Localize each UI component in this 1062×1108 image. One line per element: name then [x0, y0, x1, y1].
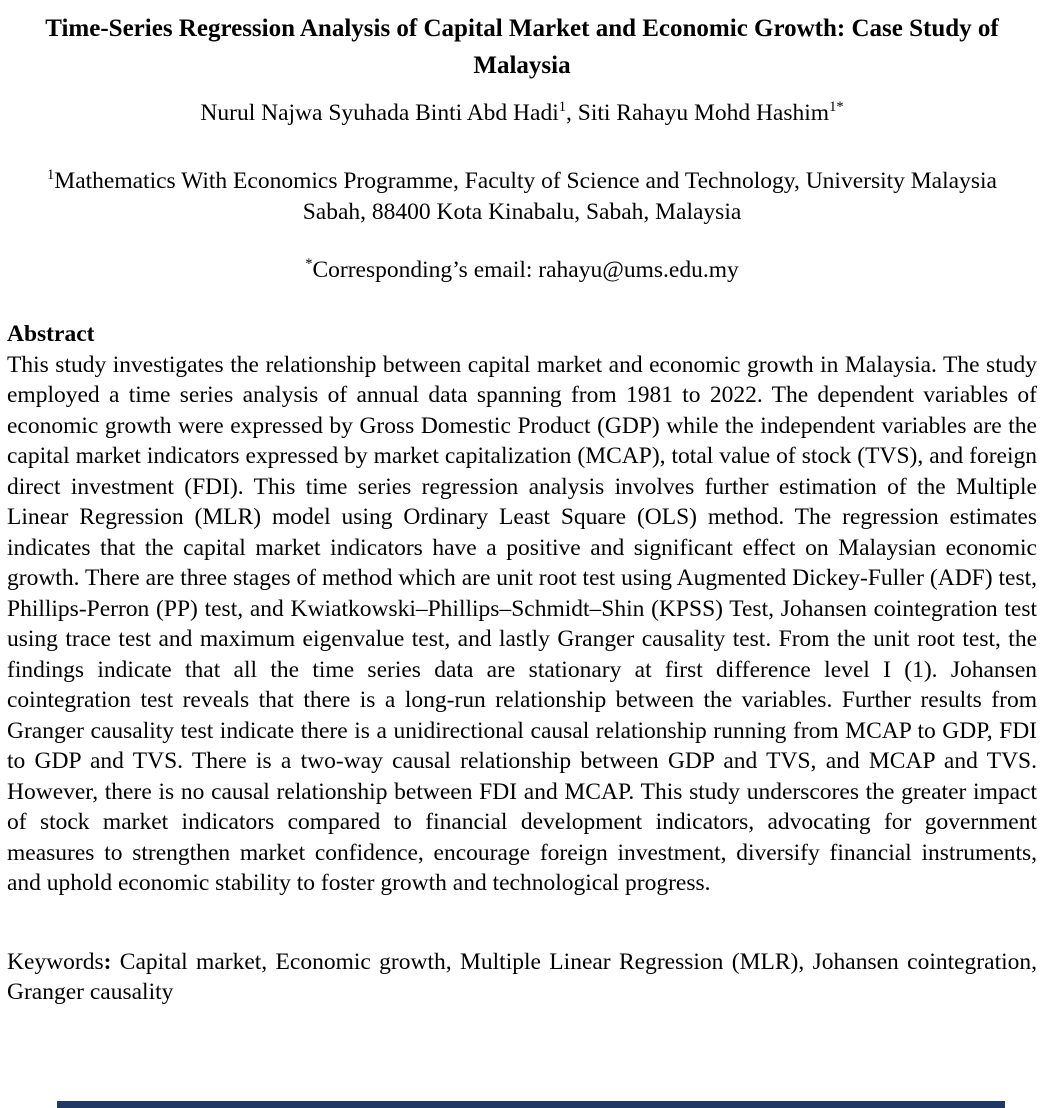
corresponding-superscript: *	[305, 256, 313, 273]
abstract-heading: Abstract	[7, 321, 95, 347]
author-2-name: Siti Rahayu Mohd Hashim	[577, 100, 830, 126]
bottom-divider-bar	[57, 1101, 1005, 1108]
author-2-affiliation-superscript: 1*	[829, 99, 844, 116]
keywords-line	[7, 947, 1037, 1008]
abstract-body: This study investigates the relationship between capital market and economic growth in Malaysia. The study employed a time series analysis of annual data spanning from 1981 to 2022. The dependent variables of economic growth were expressed by Gross Domestic Product (GDP) while the independent variables are the capital market indicators expressed by market capitalization (MCAP), total value of stock (TVS), and foreign direct investment (FDI). This time series regression analysis involves further estimation of the Multiple Linear Regression (MLR) model using Ordinary Least Square (OLS) method. The regression estimates indicates that the capital market indicators have a positive and significant effect on Malaysian economic growth. There are three stages of method which are unit root test using Augmented Dickey-Fuller (ADF) test, Phillips-Perron (PP) test, and Kwiatkowski–Phillips–Schmidt–Shin (KPSS) Test, Johansen cointegration test using trace test and maximum eigenvalue test, and lastly Granger causality test. From the unit root test, the findings indicate that all the time series data are stationary at first difference level I (1). Johansen cointegration test reveals that there is a long-run relationship between the variables. Further results from Granger causality test indicate there is a unidirectional causal relationship running from MCAP to GDP, FDI to GDP and TVS. There is a two-way causal relationship between GDP and TVS, and MCAP and TVS. However, there is no causal relationship between FDI and MCAP. This study underscores the greater impact of stock market indicators compared to financial development indicators, advocating for government measures to strengthen market confidence, encourage foreign investment, diversify financial instruments, and uphold economic stability to foster growth and technological progress.	[7, 351, 1037, 896]
page-title: Time-Series Regression Analysis of Capital Market and Economic Growth: Case Study of Malaysia	[45, 15, 999, 79]
author-1-affiliation-superscript: 1	[558, 99, 566, 116]
affiliation-line	[47, 166, 997, 227]
authors-line	[7, 98, 1037, 128]
keywords-label: Keywords	[7, 948, 104, 975]
corresponding-email-line	[7, 255, 1037, 285]
corresponding-email-text: Corresponding’s email: rahayu@ums.edu.my	[312, 257, 739, 283]
keywords-colon: :	[103, 948, 120, 975]
author-1-name: Nurul Najwa Syuhada Binti Abd Hadi	[200, 100, 559, 126]
paper-page	[7, 0, 1037, 1108]
authors-separator: ,	[566, 100, 578, 126]
affiliation-text: Mathematics With Economics Programme, Faculty of Science and Technology, University Malaysia Sabah, 88400 Kota Kinabalu, Sabah, Malaysia	[54, 168, 997, 225]
keywords-text: Capital market, Economic growth, Multiple Linear Regression (MLR), Johansen cointegration, Granger causality	[7, 948, 1037, 1005]
affiliation-superscript: 1	[47, 167, 55, 184]
